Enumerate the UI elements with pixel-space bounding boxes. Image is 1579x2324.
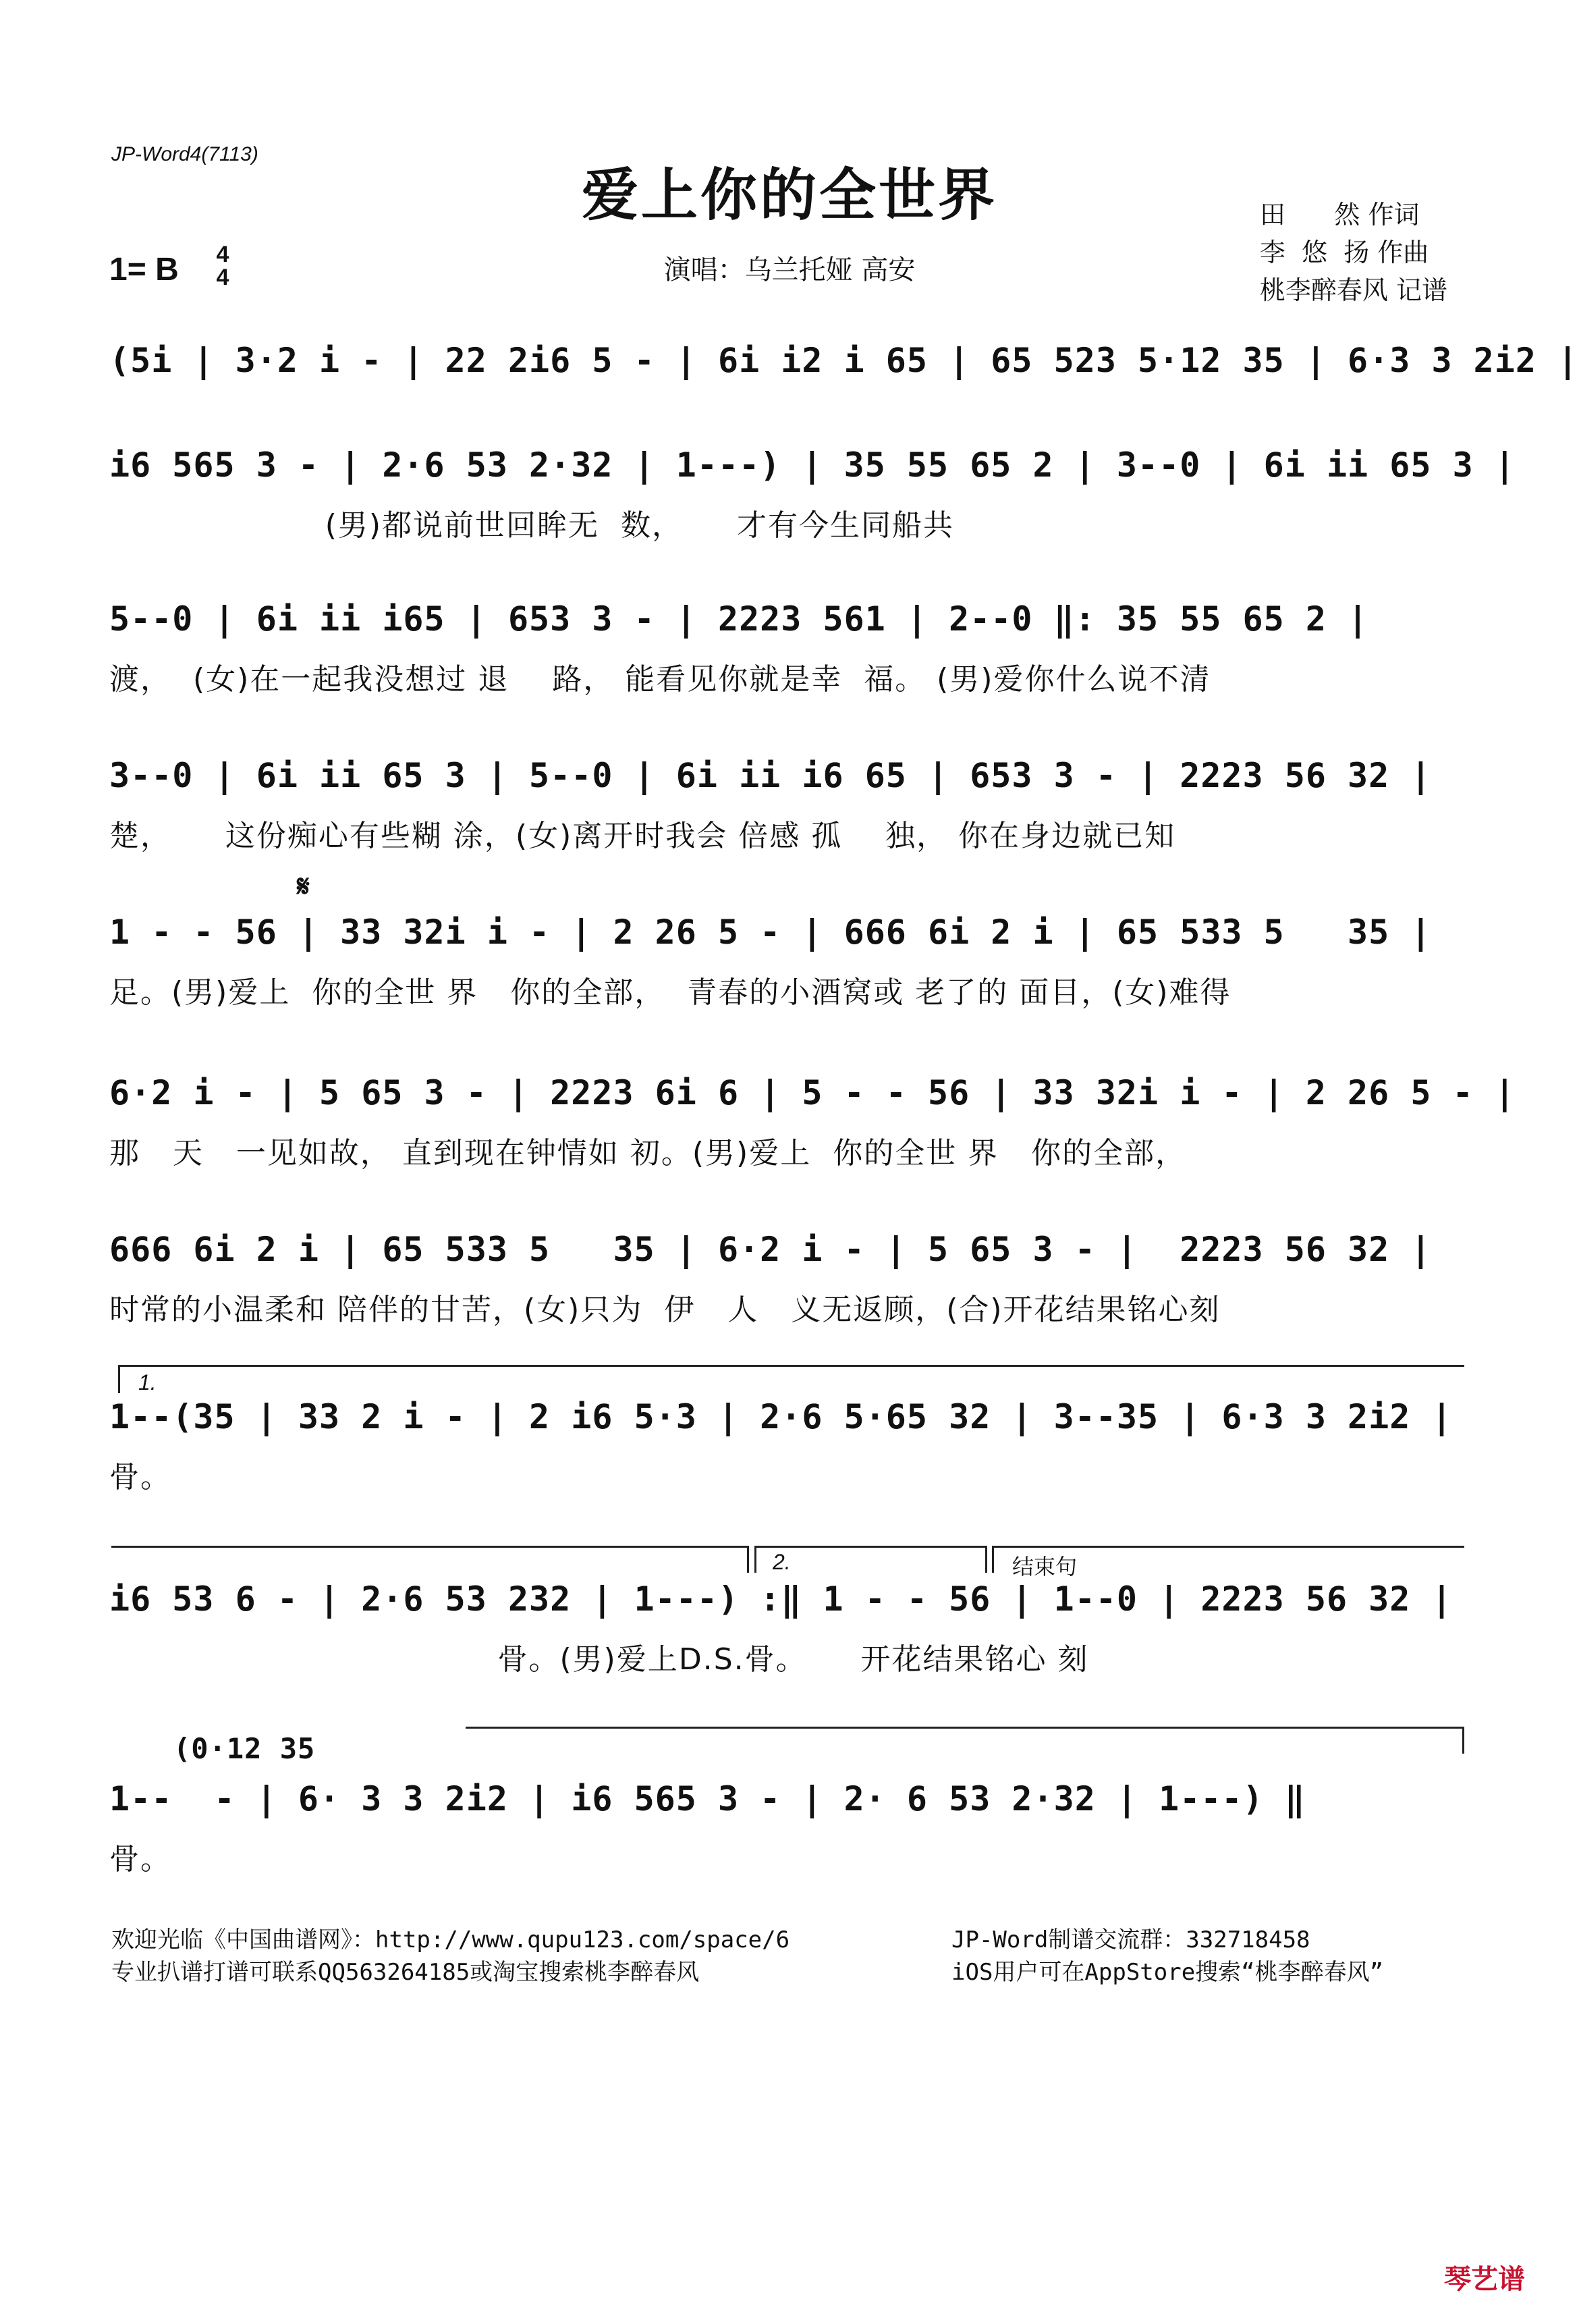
pickup-notes: (0·12 35: [173, 1732, 316, 1765]
notes: 1--(35 | 33 2 i - | 2 i6 5·3 | 2·6 5·65 32 | 3--35 | 6·3 3 2i2 |: [109, 1397, 1453, 1436]
lyrics: 时常的小温柔和 陪伴的甘苦，(女)只为 伊 人 义无返顾，(合)开花结果铭心刻: [109, 1293, 1221, 1327]
coda-bracket-start: [992, 1546, 994, 1573]
lyrics: 骨。: [109, 1842, 171, 1876]
meter-top: 4: [216, 242, 229, 267]
notes: i6 565 3 - | 2·6 53 2·32 | 1---) | 35 55 65 2 | 3--0 | 6i ii 65 3 |: [109, 445, 1516, 485]
volta-2-bracket: [754, 1546, 985, 1548]
lyrics: 那 天 一见如故， 直到现在钟情如 初。(男)爱上 你的全世 界 你的全部，: [109, 1136, 1187, 1170]
footer-group: JP-Word制谱交流群：332718458: [951, 1926, 1310, 1953]
credits: [1260, 196, 1447, 309]
lyricist-credit: 田 然 作词: [1259, 200, 1420, 229]
notes: 666 6i 2 i | 65 533 5 35 | 6·2 i - | 5 65 3 - | 2223 56 32 |: [109, 1230, 1432, 1269]
volta-1-continuation: [111, 1546, 747, 1548]
footer-ios: iOS用户可在AppStore搜索“桃李醉春风”: [951, 1959, 1384, 1986]
composer-credit: 李 悠 扬 作曲: [1259, 238, 1429, 267]
singers: 演唱：乌兰托娅 高安: [663, 254, 916, 286]
footer-left: [111, 1924, 790, 1989]
software-label: JP-Word4(7113): [111, 143, 258, 165]
coda-bracket: [992, 1546, 1464, 1548]
footer-website: 欢迎光临《中国曲谱网》：http://www.qupu123.com/space/6: [111, 1926, 790, 1953]
volta-2-bracket-end: [985, 1546, 987, 1573]
notes: (5i | 3·2 i - | 22 2i6 5 - | 6i i2 i 65 | 65 523 5·12 35 | 6·3 3 2i2 |: [109, 341, 1579, 380]
notes: 3--0 | 6i ii 65 3 | 5--0 | 6i ii i6 65 | 653 3 - | 2223 56 32 |: [109, 756, 1432, 795]
lyrics: 渡， (女)在一起我没想过 退 路， 能看见你就是幸 福。 (男)爱你什么说不清: [109, 662, 1211, 697]
lyrics: 骨。(男)爱上D.S.骨。 开花结果铭心 刻: [109, 1642, 1089, 1677]
final-bracket: [466, 1727, 1464, 1729]
meter-bottom: 4: [216, 265, 229, 290]
notes: i6 53 6 - | 2·6 53 232 | 1---) :‖ 1 - - 56 | 1--0 | 2223 56 32 |: [109, 1579, 1453, 1619]
notes: 5--0 | 6i ii i65 | 653 3 - | 2223 561 | 2--0 ‖: 35 55 65 2 |: [109, 599, 1369, 639]
song-title: 爱上你的全世界: [581, 162, 997, 228]
volta-2-label: 2.: [773, 1550, 791, 1574]
volta-1-end: [747, 1546, 749, 1573]
transcriber-credit: 桃李醉春风 记谱: [1259, 275, 1447, 305]
segno-icon: 𝄋: [297, 869, 310, 904]
volta-1-bracket: [118, 1365, 1464, 1367]
footer-contact: 专业扒谱打谱可联系QQ563264185或淘宝搜索桃李醉春风: [111, 1959, 700, 1986]
volta-1-label: 1.: [138, 1370, 157, 1395]
notes: 1 - - 56 | 33 32i i - | 2 26 5 - | 666 6i 2 i | 65 533 5 35 |: [109, 913, 1432, 952]
notes: 1-- - | 6· 3 3 2i2 | i6 565 3 - | 2· 6 53 2·32 | 1---) ‖: [109, 1779, 1306, 1818]
lyrics: (男)都说前世回眸无 数， 才有今生同船共: [109, 508, 954, 543]
key-signature: 1= B: [109, 252, 179, 288]
volta-2-bracket-start: [754, 1546, 756, 1573]
lyrics: 足。(男)爱上 你的全世 界 你的全部， 青春的小酒窝或 老了的 面目，(女)难得: [109, 975, 1231, 1010]
notes: 6·2 i - | 5 65 3 - | 2223 6i 6 | 5 - - 56 | 33 32i i - | 2 26 5 - |: [109, 1073, 1516, 1112]
footer-right: [951, 1924, 1383, 1989]
lyrics: 楚， 这份痴心有些糊 涂，(女)离开时我会 倍感 孤 独， 你在身边就已知: [109, 819, 1176, 853]
lyrics: 骨。: [109, 1460, 171, 1494]
coda-label: 结束句: [1012, 1554, 1078, 1579]
volta-1-bracket-end: [118, 1365, 120, 1393]
brand-logo: 琴艺谱: [1444, 2264, 1525, 2295]
